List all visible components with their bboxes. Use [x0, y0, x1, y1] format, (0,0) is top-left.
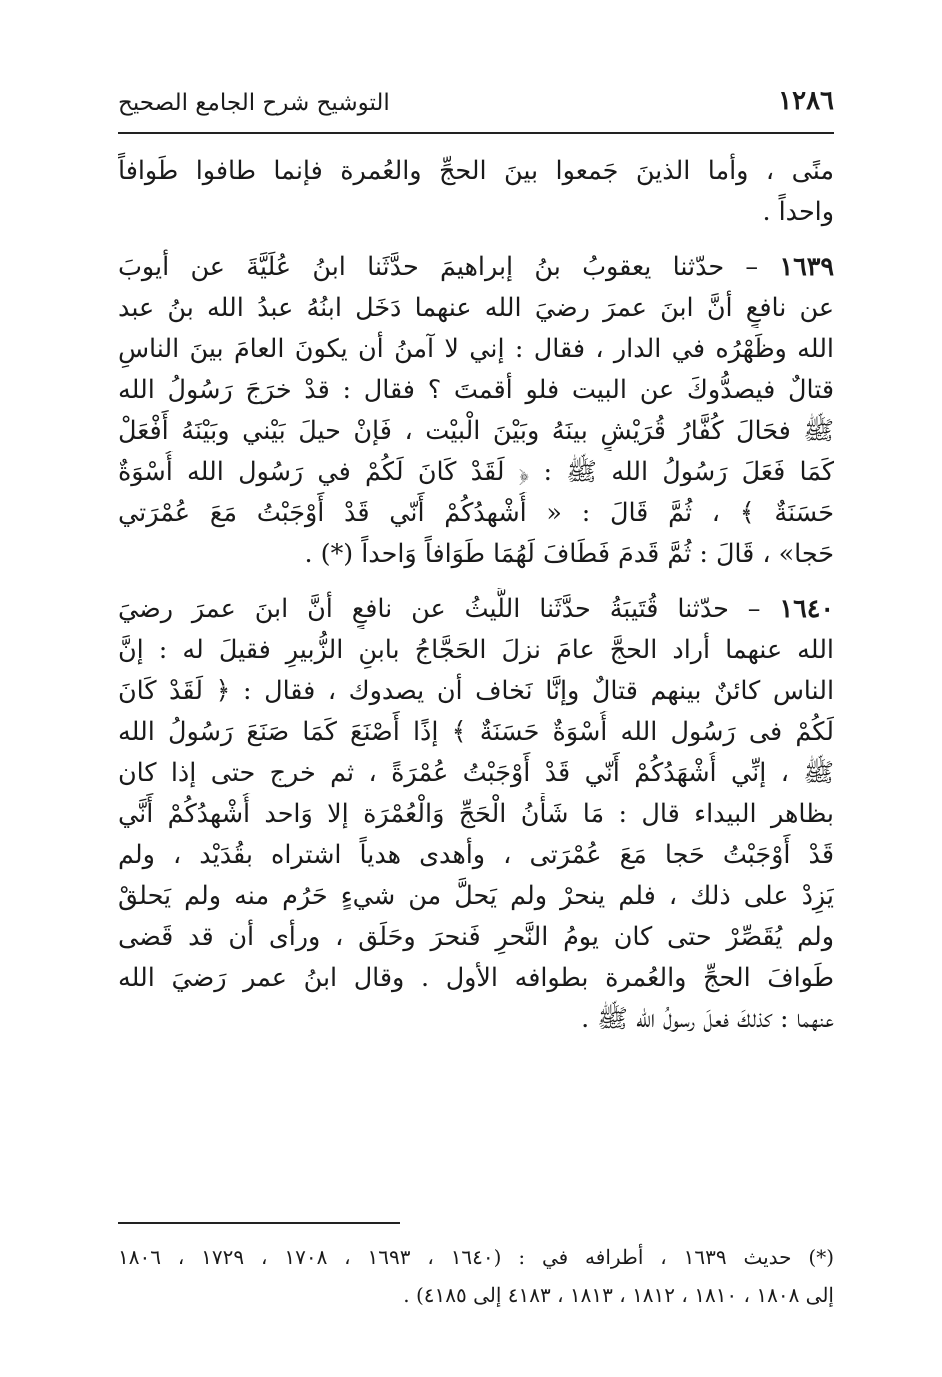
page-header: [118, 80, 834, 134]
text-line: طَوافَ الحجِّ والعُمرة بطوافه الأول . وقال ابنُ عمر رَضيَ الله: [118, 962, 834, 992]
text-line: عن نافعٍ أنَّ ابنَ عمرَ رضيَ الله عنهما دَخَل ابنُهُ عبدُ الله بنُ عبد: [118, 292, 834, 322]
book-page: [118, 80, 834, 1320]
text-line: [118, 588, 834, 629]
text-line: عنهما : كذلكَ فعلَ رسولُ الله ﷺ .: [581, 1003, 834, 1033]
text-line: لَكُمْ فى رَسُول الله أُسْوَةٌ حَسَنَةٌ ﴾ إذًا أَصْنَعَ كَمَا صَنَعَ رَسُولُ الله: [118, 716, 834, 746]
text-line: الله وظَهْرُه في الدار ، فقال : إني لا آمنُ أن يكونَ العامَ بينَ الناسِ: [118, 333, 834, 363]
text-line: واحداً .: [762, 196, 834, 226]
page-body: [118, 150, 834, 1053]
footnote-line: إلى ١٨٠٨ ، ١٨١٠ ، ١٨١٢ ، ١٨١٣ ، ٤١٨٣ إلى ٤١٨٥) .: [403, 1283, 834, 1307]
text-line: قتالٌ فيصدُّوكَ عن البيت فلو أقمتَ ؟ فقال : قدْ خرَجَ رَسُولُ الله: [118, 374, 834, 404]
hadith-1640: [118, 588, 834, 1039]
text-line: ولم يُقَصِّرْ حتى كان يومُ النَّحرِ فَنحرَ وحَلَق ، ورأى أن قد قَضى: [118, 921, 834, 951]
footnote-line: (*) حديث ١٦٣٩ ، أطرافه في : (١٦٤٠ ، ١٦٩٣ ، ١٧٠٨ ، ١٧٢٩ ، ١٨٠٦: [118, 1245, 834, 1269]
text-line: الله عنهما أراد الحجَّ عامَ نزلَ الحَجَّاجُ بابنِ الزُّبيرِ فقيلَ له : إنَّ: [118, 634, 834, 664]
text-line: حَجا» ، قَالَ : ثُمَّ قَدمَ فَطَافَ لَهُمَا طَوَافاً وَاحداً (*) .: [304, 538, 834, 568]
running-title: التوشيح شرح الجامع الصحيح: [118, 90, 390, 116]
text-line: ﷺ فحَالَ كُفَّارُ قُرَيْشٍ بينَهُ وبَيْنَ الْبيْت ، فَإنْ حيلَ بَيْني وبَيْنَهُ أَفْعَلْ: [118, 415, 834, 445]
text-line: يَزِدْ على ذلك ، فلم ينحرْ ولم يَحلَّ من شيءٍ حَرُم منه ولم يَحلقْ: [118, 880, 834, 910]
footnote-divider: [118, 1222, 400, 1224]
hadith-number: ١٦٤٠: [779, 593, 834, 623]
text-line-content: – حدّثنا يعقوبُ بنُ إبراهيمَ حدَّثَنا ابنُ عُلَيَّةَ عن أيوبَ: [118, 251, 759, 281]
text-line: منًى ، وأما الذينَ جَمعوا بينَ الحجِّ والعُمرة فإنما طافوا طَوافاً: [118, 155, 834, 185]
hadith-1639: [118, 246, 834, 574]
text-line: حَسَنَةٌ ﴾ ، ثُمَّ قَالَ : « أُشْهدُكُمْ أَنّي قَدْ أَوْجَبْتُ مَعَ عُمْرَتي: [118, 497, 834, 527]
text-line: [118, 246, 834, 287]
continuation-paragraph: [118, 150, 834, 232]
page-number: ١٢٨٦: [778, 86, 834, 116]
footnote: [118, 1238, 834, 1314]
text-line-content: – حدّثنا قُتَيبَةُ حدَّثَنا اللَّيثُ عن نافعٍ أنَّ ابنَ عمرَ رضيَ: [118, 593, 761, 623]
hadith-number: ١٦٣٩: [779, 251, 834, 281]
text-line: ﷺ ، إنِّي أُشْهَدُكُمْ أَنّي قَدْ أَوْجَبْتُ عُمْرَةً ، ثم خرج حتى إذا كان: [118, 757, 834, 787]
text-line: الناس كائنٌ بينهم قتالٌ وإنَّا نَخاف أن يصدوك ، فقال : ﴿ لَقَدْ كَانَ: [118, 675, 834, 705]
text-line: كَمَا فَعَلَ رَسُولُ الله ﷺ : ﴿ لَقَدْ كَانَ لَكُمْ في رَسُول الله أُسْوَةٌ: [118, 456, 834, 486]
text-line: قَدْ أَوْجَبْتُ حَجا مَعَ عُمْرَتى ، وأهدى هدياً اشتراه بقُدَيْد ، ولم: [118, 839, 834, 869]
text-line: بظاهر البيداء قال : مَا شَأْنُ الْحَجِّ وَالْعُمْرَة إلا وَاحد أُشْهدُكُمْ أَنَّي: [118, 798, 834, 828]
